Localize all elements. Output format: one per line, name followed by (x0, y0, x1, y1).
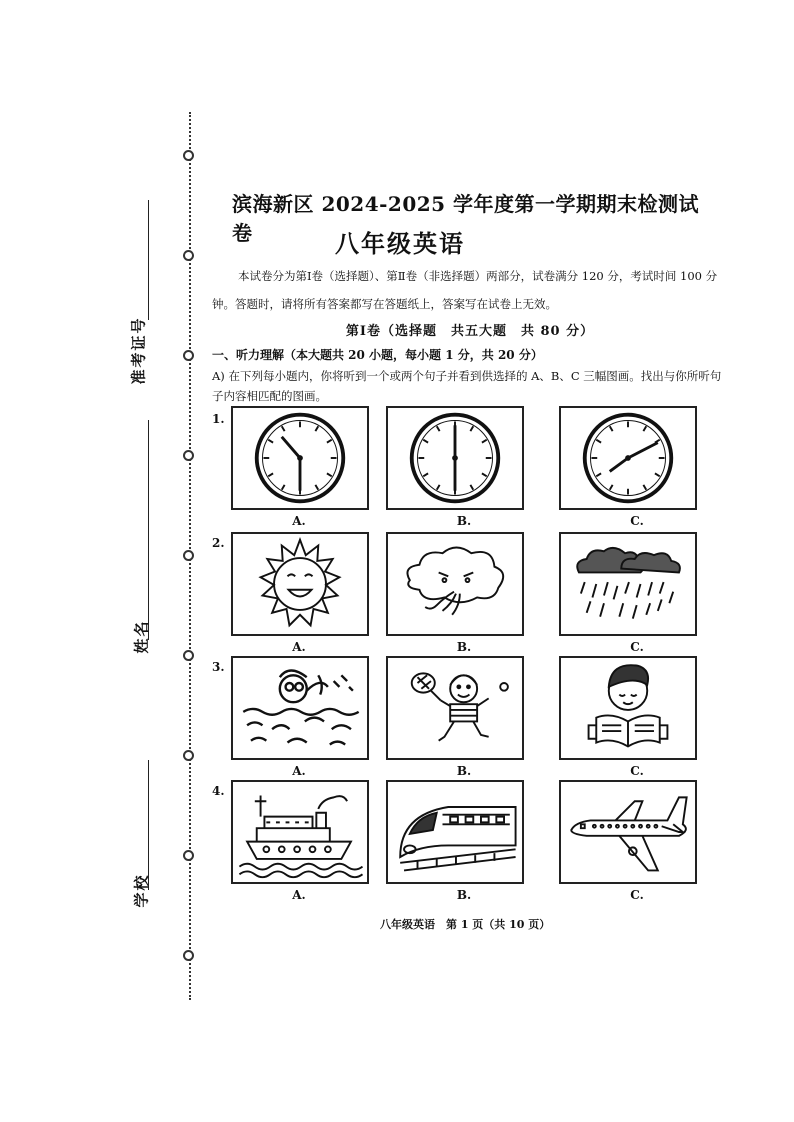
tennis-icon (386, 656, 524, 760)
exam-subtitle: 八年级英语 (335, 229, 465, 258)
exam-no-label: 准考证号 (129, 316, 148, 385)
binding-hole (183, 450, 194, 461)
question-number: 4. (212, 784, 225, 798)
question-number: 1. (212, 412, 225, 426)
option-letter: B. (456, 514, 472, 528)
binding-hole (183, 750, 194, 761)
name-label: 姓名 (132, 619, 151, 654)
binding-hole (183, 950, 194, 961)
ship-icon (231, 780, 369, 884)
name-line (148, 420, 149, 640)
option-letter: C. (630, 764, 644, 778)
sunny-icon (231, 532, 369, 636)
option-letter: A. (292, 514, 306, 528)
binding-hole (183, 150, 194, 161)
option-letter: B. (456, 764, 472, 778)
part-title: 第Ⅰ卷（选择题 共五大题 共 80 分） (345, 324, 595, 339)
section-title: 一、听力理解（本大题共 20 小题，每小题 1 分，共 20 分） (212, 348, 543, 362)
binding-hole (183, 850, 194, 861)
rainy-icon (559, 532, 697, 636)
option-letter: C. (630, 888, 644, 902)
binding-hole (183, 550, 194, 561)
option-letter: A. (292, 764, 306, 778)
clock-1200-icon (386, 406, 524, 510)
exam-title: 滨海新区 2024-2025 学年度第一学期期末检测试卷 (232, 192, 700, 245)
question-number: 2. (212, 536, 225, 550)
windy-icon (386, 532, 524, 636)
school-label: 学校 (132, 873, 151, 908)
binding-hole (183, 650, 194, 661)
question-number: 3. (212, 660, 225, 674)
reading-icon (559, 656, 697, 760)
clock-1100-icon (231, 406, 369, 510)
train-icon (386, 780, 524, 884)
school-line (148, 760, 149, 890)
option-letter: B. (456, 640, 472, 654)
exam-no-line (148, 200, 149, 320)
binding-hole (183, 350, 194, 361)
swimming-icon (231, 656, 369, 760)
binding-hole (183, 250, 194, 261)
option-letter: A. (292, 640, 306, 654)
option-letter: C. (630, 640, 644, 654)
option-letter: C. (630, 514, 644, 528)
page-footer: 八年级英语 第 1 页（共 10 页） (380, 918, 551, 931)
plane-icon (559, 780, 697, 884)
option-letter: B. (456, 888, 472, 902)
section-a-instructions: A) 在下列每小题内，你将听到一个或两个句子并看到供选择的 A、B、C 三幅图画。找出与你所听句子内容相匹配的图画。 (212, 369, 722, 403)
exam-instructions: 本试卷分为第Ⅰ卷（选择题）、第Ⅱ卷（非选择题）两部分，试卷满分 120 分，考试时间 100 分钟。答题时，请将所有答案都写在答题纸上，答案写在试卷上无效。 (212, 269, 718, 311)
clock-0210-icon (559, 406, 697, 510)
option-letter: A. (292, 888, 306, 902)
